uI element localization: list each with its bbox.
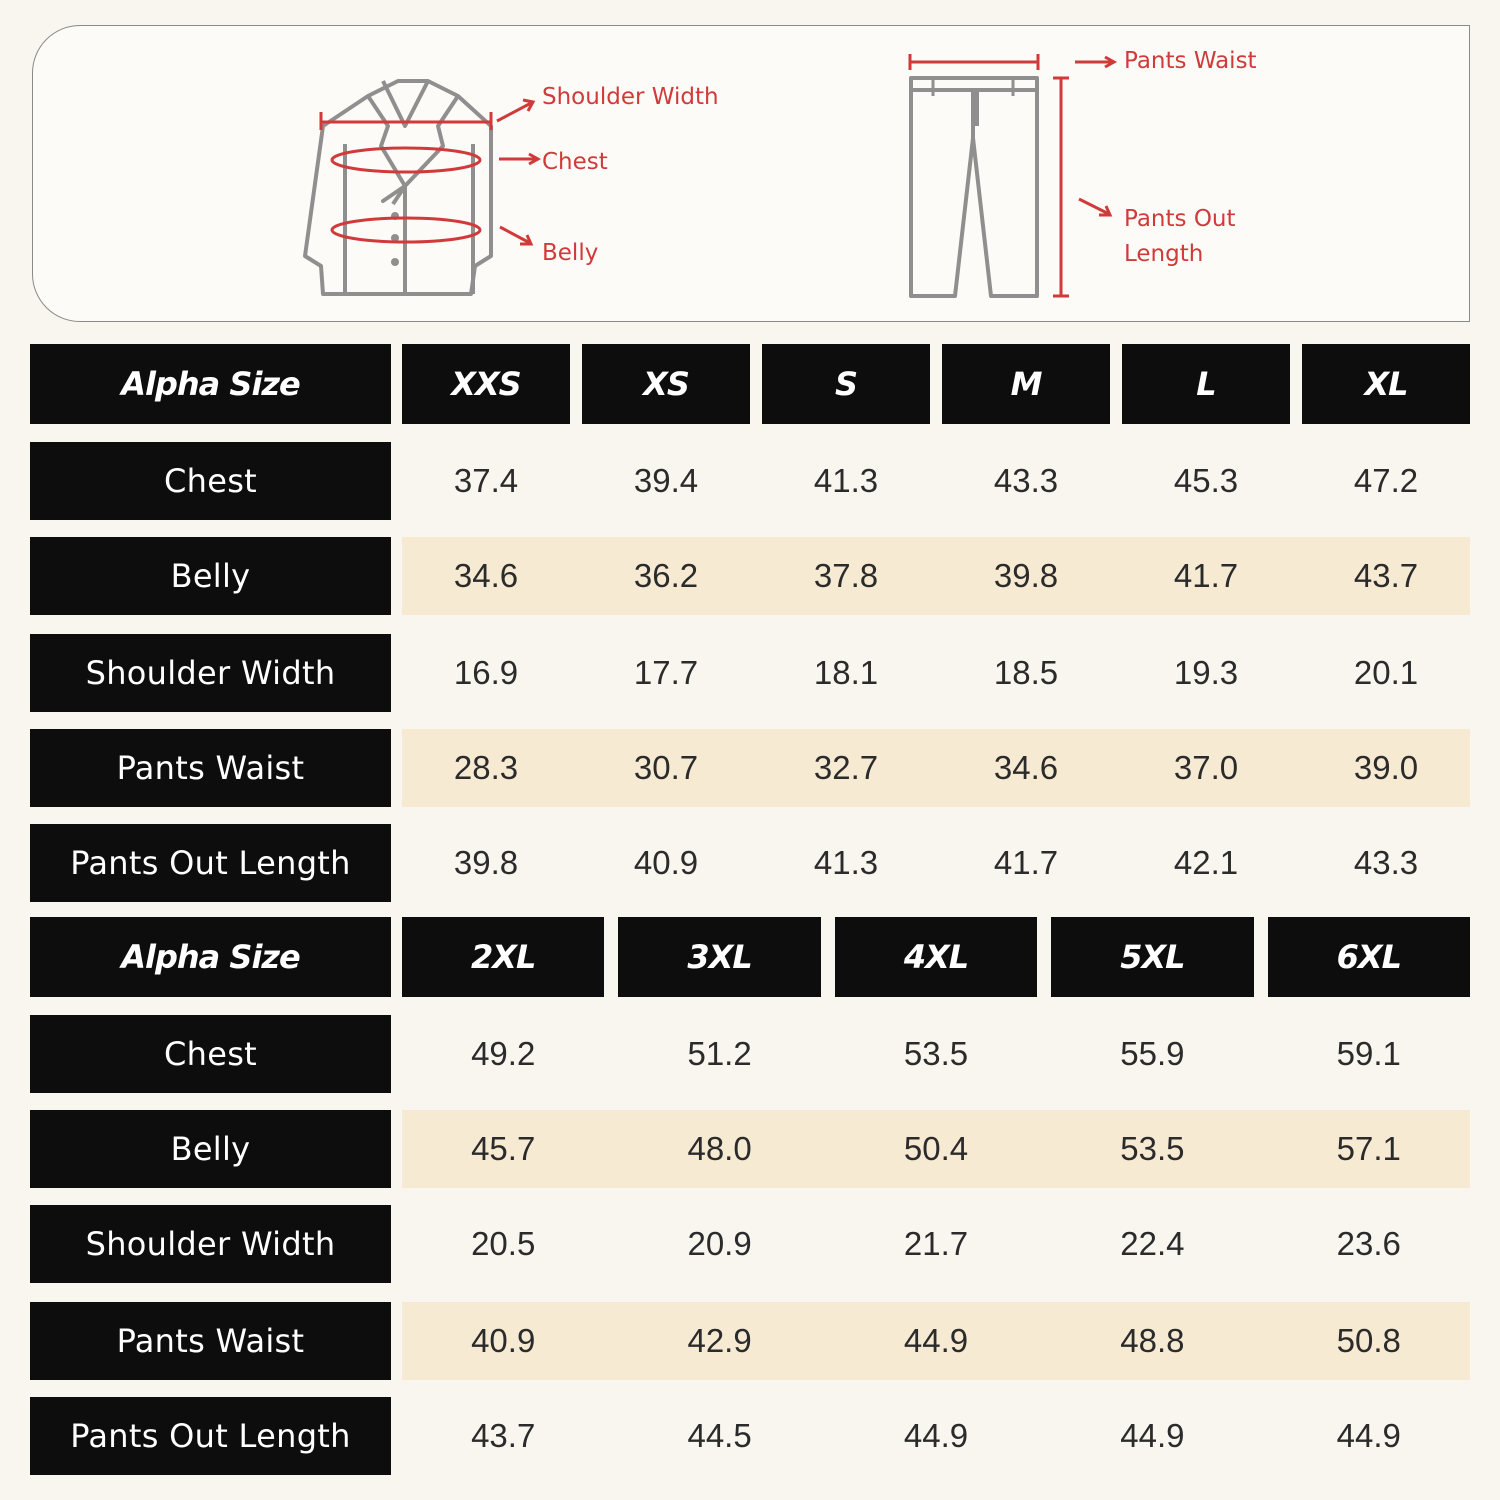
table-cell: 18.1 (813, 654, 879, 691)
table-cell: 45.7 (471, 1130, 536, 1167)
belly-label: Belly (542, 240, 599, 266)
table-cell: 20.1 (1353, 654, 1419, 691)
table-cell: 18.5 (993, 654, 1059, 691)
table-cell: 39.0 (1353, 749, 1419, 786)
table-cell: 55.9 (1120, 1035, 1185, 1072)
table-cell: 44.9 (1336, 1417, 1401, 1454)
table-cell: 50.4 (903, 1130, 969, 1167)
row-label-pants-waist: Pants Waist (30, 1302, 391, 1380)
table-cell: 53.5 (1120, 1130, 1185, 1167)
table-cell: 51.2 (687, 1035, 752, 1072)
table-cell: 17.7 (633, 654, 699, 691)
table-cell: 41.7 (993, 844, 1059, 881)
table-cell: 36.2 (633, 557, 699, 594)
size-header-m: M (942, 344, 1110, 424)
shoulder-width-label: Shoulder Width (542, 84, 719, 110)
table-cell: 28.3 (453, 749, 519, 786)
table-cell: 37.0 (1173, 749, 1239, 786)
table-cell: 43.3 (993, 462, 1059, 499)
table-cell: 48.0 (687, 1130, 752, 1167)
table-cell: 20.9 (687, 1225, 752, 1262)
table-cell: 40.9 (471, 1322, 536, 1359)
row-label-belly: Belly (30, 1110, 391, 1188)
table-cell: 32.7 (813, 749, 879, 786)
jacket-measure-icon (321, 100, 538, 244)
table-cell: 49.2 (471, 1035, 536, 1072)
table-cell: 57.1 (1336, 1130, 1401, 1167)
pants-out-length-label-line2: Length (1124, 241, 1204, 267)
table-cell: 30.7 (633, 749, 699, 786)
measurement-diagram (32, 25, 1470, 322)
table-cell: 34.6 (993, 749, 1059, 786)
table-cell: 20.5 (471, 1225, 536, 1262)
table-cell: 22.4 (1120, 1225, 1185, 1262)
size-header-xl: XL (1302, 344, 1470, 424)
table-cell: 47.2 (1353, 462, 1419, 499)
table-cell: 16.9 (453, 654, 519, 691)
table-cell: 44.5 (687, 1417, 752, 1454)
chest-label: Chest (542, 149, 608, 175)
row-label-shoulder-width: Shoulder Width (30, 1205, 391, 1283)
size-header-xs: XS (582, 344, 750, 424)
row-label-shoulder-width: Shoulder Width (30, 634, 391, 712)
pants-waist-label: Pants Waist (1124, 48, 1257, 74)
row-label-chest: Chest (30, 442, 391, 520)
table-cell: 42.1 (1173, 844, 1239, 881)
table-cell: 23.6 (1336, 1225, 1401, 1262)
table-cell: 42.9 (687, 1322, 752, 1359)
size-header-5xl: 5XL (1051, 917, 1253, 997)
row-label-pants-out-length: Pants Out Length (30, 1397, 391, 1475)
alpha-size-header: Alpha Size (30, 917, 391, 997)
table-cell: 41.3 (813, 462, 879, 499)
size-header-4xl: 4XL (835, 917, 1037, 997)
size-header-2xl: 2XL (402, 917, 604, 997)
table-cell: 53.5 (903, 1035, 969, 1072)
table-cell: 41.7 (1173, 557, 1239, 594)
table-cell: 45.3 (1173, 462, 1239, 499)
size-header-s: S (762, 344, 930, 424)
pants-icon (911, 78, 1037, 296)
table-cell: 39.8 (993, 557, 1059, 594)
table-cell: 37.4 (453, 462, 519, 499)
table-cell: 44.9 (903, 1417, 969, 1454)
table-cell: 21.7 (903, 1225, 969, 1262)
row-label-pants-out-length: Pants Out Length (30, 824, 391, 902)
table-cell: 48.8 (1120, 1322, 1185, 1359)
table-cell: 59.1 (1336, 1035, 1401, 1072)
size-header-6xl: 6XL (1268, 917, 1470, 997)
alpha-size-header: Alpha Size (30, 344, 391, 424)
row-label-chest: Chest (30, 1015, 391, 1093)
jacket-icon (305, 81, 491, 294)
table-cell: 43.3 (1353, 844, 1419, 881)
size-header-l: L (1122, 344, 1290, 424)
size-header-3xl: 3XL (618, 917, 820, 997)
row-label-belly: Belly (30, 537, 391, 615)
table-cell: 43.7 (471, 1417, 536, 1454)
table-cell: 37.8 (813, 557, 879, 594)
table-cell: 39.8 (453, 844, 519, 881)
table-cell: 34.6 (453, 557, 519, 594)
table-cell: 41.3 (813, 844, 879, 881)
table-cell: 19.3 (1173, 654, 1239, 691)
table-cell: 44.9 (903, 1322, 969, 1359)
pants-out-length-label-line1: Pants Out (1124, 206, 1236, 232)
size-header-xxs: XXS (402, 344, 570, 424)
row-label-pants-waist: Pants Waist (30, 729, 391, 807)
table-cell: 39.4 (633, 462, 699, 499)
table-cell: 50.8 (1336, 1322, 1401, 1359)
table-cell: 43.7 (1353, 557, 1419, 594)
table-cell: 44.9 (1120, 1417, 1185, 1454)
table-cell: 40.9 (633, 844, 699, 881)
